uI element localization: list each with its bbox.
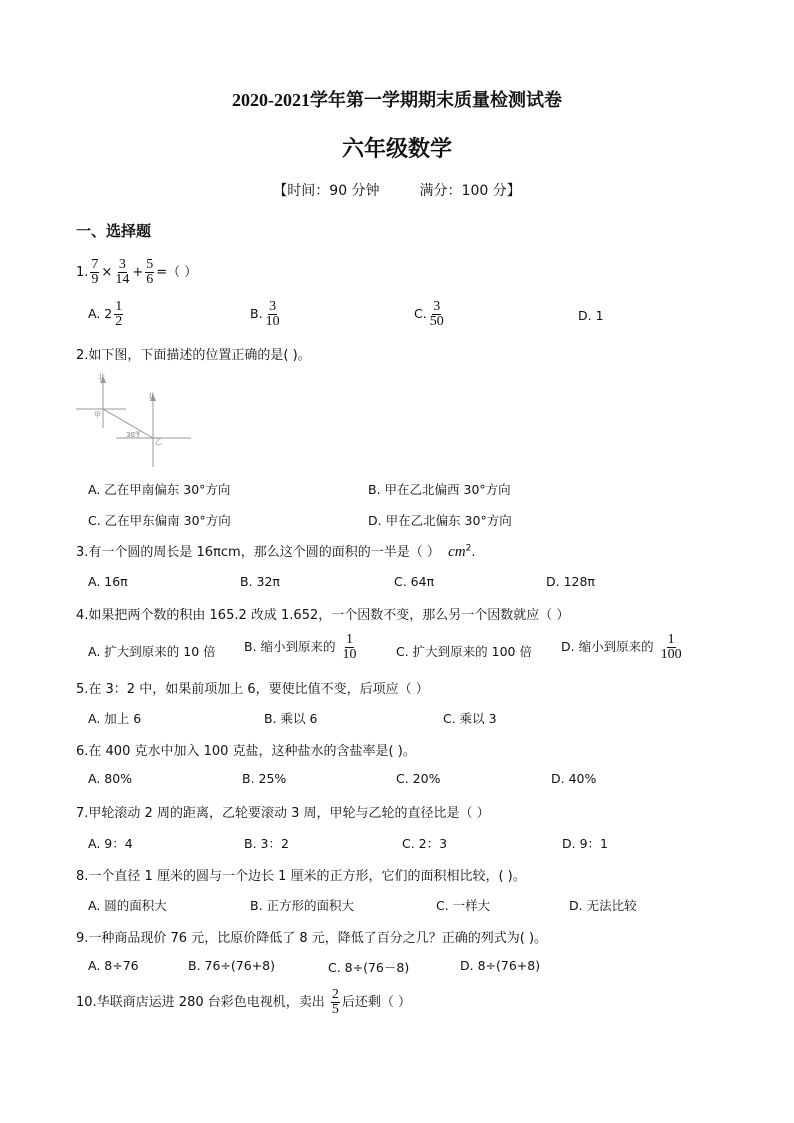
- q9-option-c[interactable]: C. 8÷(76－8): [328, 960, 410, 975]
- q6-option-c[interactable]: C. 20%: [396, 771, 441, 786]
- q8-option-c[interactable]: C. 一样大: [436, 898, 491, 913]
- question-number: 1.: [76, 265, 89, 280]
- question-10: 10.华联商店运进 280 台彩色电视机，卖出 $\frac{2}{5}$ 后还剩（ ）: [76, 987, 412, 1017]
- q3-option-d[interactable]: D. 128π: [546, 574, 595, 589]
- point-jia-label: 甲: [94, 411, 101, 419]
- q2-option-b[interactable]: B. 甲在乙北偏西 30°方向: [368, 482, 511, 497]
- q1-option-b[interactable]: B. $\frac{3}{10}$: [250, 299, 280, 329]
- question-7: 7.甲轮滚动 2 周的距离，乙轮要滚动 3 周，甲轮与乙轮的直径比是（ ）: [76, 806, 490, 821]
- fraction: $\frac{7}{9}$: [91, 257, 99, 287]
- unit-cm: cm: [448, 544, 466, 560]
- question-5: 5.在 3：2 中，如果前项加上 6，要使比值不变，后项应（ ）: [76, 682, 429, 697]
- subject-title: 六年级数学: [341, 137, 452, 162]
- q7-option-c[interactable]: C. 2：3: [402, 836, 448, 851]
- q7-option-a[interactable]: A. 9：4: [88, 836, 133, 851]
- q1-option-c[interactable]: C. $\frac{3}{50}$: [414, 299, 444, 329]
- question-9: 9.一种商品现价 76 元，比原价降低了 8 元，降低了百分之几？正确的列式为( )。: [76, 931, 548, 946]
- q3-option-c[interactable]: C. 64π: [394, 574, 435, 589]
- direction-diagram: [76, 372, 196, 468]
- north-label: 北: [148, 392, 155, 400]
- q8-option-d[interactable]: D. 无法比较: [569, 898, 637, 913]
- question-1: 1. $\frac{7}{9}$ × $\frac{3}{14}$ + $\frac{5}{6}$ =（ ）: [76, 257, 198, 287]
- q4-option-c[interactable]: C. 扩大到原来的 100 倍: [396, 644, 532, 659]
- q1-option-d[interactable]: D. 1: [578, 308, 604, 323]
- score-info: 满分：100 分】: [419, 183, 521, 199]
- q5-option-c[interactable]: C. 乘以 3: [443, 711, 497, 726]
- q1-option-a[interactable]: A. 2 $\frac{1}{2}$: [88, 299, 123, 329]
- question-3: 3.有一个圆的周长是 16πcm，那么这个圆的面积的一半是（ ） $cm^2$.: [76, 543, 476, 560]
- question-4: 4.如果把两个数的积由 165.2 改成 1.652，一个因数不变，那么另一个因数就应（ ）: [76, 608, 570, 623]
- q6-option-a[interactable]: A. 80%: [88, 771, 133, 786]
- question-8: 8.一个直径 1 厘米的圆与一个边长 1 厘米的正方形，它们的面积相比较，( )。: [76, 869, 526, 884]
- q9-option-a[interactable]: A. 8÷76: [88, 958, 139, 973]
- q8-option-a[interactable]: A. 圆的面积大: [88, 898, 167, 913]
- time-info: 【时间：90 分钟: [273, 183, 380, 199]
- q3-option-b[interactable]: B. 32π: [240, 574, 280, 589]
- q7-option-b[interactable]: B. 3：2: [244, 836, 289, 851]
- section-heading: 一、选择题: [76, 222, 152, 240]
- fraction: $\frac{5}{6}$: [146, 257, 154, 287]
- q3-option-a[interactable]: A. 16π: [88, 574, 128, 589]
- north-label: 北: [98, 373, 105, 381]
- fraction: $\frac{2}{5}$: [331, 987, 339, 1017]
- q4-option-a[interactable]: A. 扩大到原来的 10 倍: [88, 644, 216, 659]
- q6-option-d[interactable]: D. 40%: [551, 771, 597, 786]
- angle-label: 30°: [126, 431, 139, 439]
- q2-option-c[interactable]: C. 乙在甲东偏南 30°方向: [88, 513, 231, 528]
- q8-option-b[interactable]: B. 正方形的面积大: [250, 898, 355, 913]
- q6-option-b[interactable]: B. 25%: [242, 771, 287, 786]
- q4-option-d[interactable]: D. 缩小到原来的 $\frac{1}{100}$: [561, 632, 682, 662]
- q2-option-d[interactable]: D. 甲在乙北偏东 30°方向: [368, 513, 512, 528]
- exam-title: 2020-2021学年第一学期期末质量检测试卷: [232, 90, 562, 110]
- point-yi-label: 乙: [155, 438, 162, 446]
- q2-option-a[interactable]: A. 乙在甲南偏东 30°方向: [88, 482, 231, 497]
- question-2: 2.如下图，下面描述的位置正确的是( )。: [76, 348, 311, 363]
- fraction: $\frac{3}{14}$: [115, 257, 130, 287]
- q7-option-d[interactable]: D. 9：1: [562, 836, 608, 851]
- question-6: 6.在 400 克水中加入 100 克盐，这种盐水的含盐率是( )。: [76, 744, 416, 759]
- q9-option-b[interactable]: B. 76÷(76+8): [188, 958, 275, 973]
- q9-option-d[interactable]: D. 8÷(76+8): [460, 958, 541, 973]
- q5-option-b[interactable]: B. 乘以 6: [264, 711, 318, 726]
- q4-option-b[interactable]: B. 缩小到原来的 $\frac{1}{10}$: [244, 632, 357, 662]
- q5-option-a[interactable]: A. 加上 6: [88, 711, 142, 726]
- exam-meta: [0, 180, 794, 200]
